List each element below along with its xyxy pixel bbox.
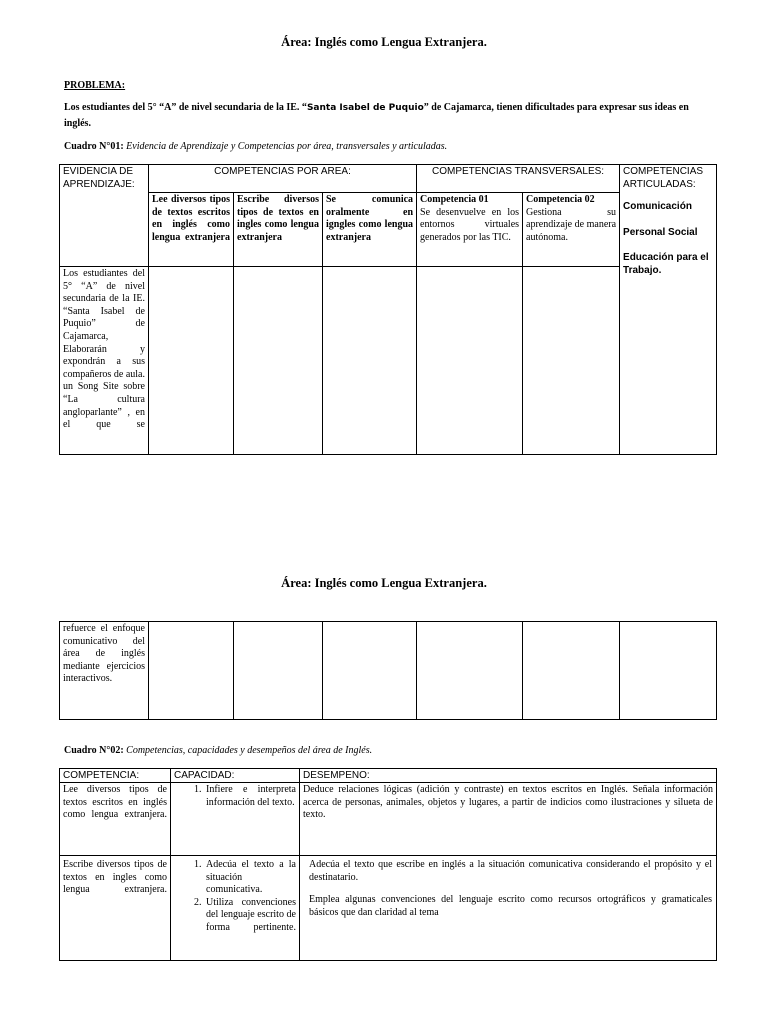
- table-evidencia-competencias: [59, 164, 717, 455]
- desempeno-escribe: [300, 856, 717, 961]
- empty-cell: [620, 622, 717, 720]
- desempeno-item: Adecúa el texto que escribe en inglés a la situación comunicativa considerando el propósito y el destinatario.: [309, 859, 712, 883]
- transversal-competencia-01: Competencia 01 Se desenvuelve en los entornos virtuales generados por las TIC.: [417, 193, 523, 267]
- page-title-2: Área: Inglés como Lengua Extranjera.: [281, 576, 487, 590]
- transversal-competencia-02: Competencia 02 Gestiona su aprendizaje de manera autónoma.: [523, 193, 620, 267]
- capacidad-lee: [171, 783, 300, 856]
- header-competencias-articuladas: COMPETENCIAS ARTICULADAS:: [623, 166, 704, 190]
- competencia-escribe: Escribe diversos tipos de textos en ingles como lengua extranjera.: [60, 856, 171, 961]
- empty-cell: [234, 622, 323, 720]
- evidencia-text: Los estudiantes del 5° “A” de nivel secundaria de la IE. “Santa Isabel de Puquio” de Cajamarca, Elaborarán y expondrán a sus compañeros de aula. un Song Site sobre “La cultura angloparlante” , en el que se: [60, 267, 149, 455]
- evidencia-continuation-text: refuerce el enfoque comunicativo del área de inglés mediante ejercicios interactivos.: [60, 622, 149, 720]
- competencia-lee: Lee diversos tipos de textos escritos en inglés como lengua extranjera.: [60, 783, 171, 856]
- empty-cell: [149, 622, 234, 720]
- desempeno-item: Emplea algunas convenciones del lenguaje escrito como recursos ortográficos y gramaticales básicos que dan claridad al tema: [309, 894, 712, 918]
- table-evidencia-continuation: [59, 621, 717, 720]
- table-competencias-capacidades: [59, 768, 717, 961]
- empty-cell: [323, 267, 417, 455]
- empty-cell: [417, 622, 523, 720]
- art-comunicacion: Comunicación: [623, 201, 692, 213]
- empty-cell: [523, 622, 620, 720]
- problema-text: Los estudiantes del 5° “A” de nivel secundaria de la IE. “Santa Isabel de Puquio” de Cajamarca, tienen dificultades para expresar sus ideas en inglés.: [64, 102, 689, 129]
- empty-cell: [417, 267, 523, 455]
- desempeno-lee: Deduce relaciones lógicas (adición y contraste) en textos escritos en Inglés. Señala información acerca de personas, animales, objetos y lugares, a partir de indicios como ilustraciones y silueta de texto.: [300, 783, 717, 856]
- capacidad-item: 1. Infiere e interpreta información del texto.: [204, 784, 296, 809]
- empty-cell: [323, 622, 417, 720]
- empty-cell: [523, 267, 620, 455]
- empty-cell: [234, 267, 323, 455]
- cuadro1-caption: Cuadro N°01: Evidencia de Aprendizaje y Competencias por área, transversales y articuladas.: [64, 141, 448, 152]
- cuadro2-caption: Cuadro N°02: Competencias, capacidades y desempeños del área de Inglés.: [64, 745, 373, 756]
- capacidad-escribe: [171, 856, 300, 961]
- header-evidencia: EVIDENCIA DE APRENDIZAJE:: [60, 165, 149, 267]
- empty-cell: [149, 267, 234, 455]
- capacidad-item: 2. Utiliza convenciones del lenguaje escrito de forma pertinente.: [204, 897, 296, 935]
- page-title: Área: Inglés como Lengua Extranjera.: [281, 35, 487, 49]
- area-competencia-oral: Se comunica oralmente en igngles como lengua extranjera: [323, 193, 417, 267]
- area-competencia-escribe: Escribe diversos tipos de textos en ingles como lengua extranjera: [234, 193, 323, 267]
- header-desempeno: DESEMPENO:: [300, 769, 717, 783]
- header-competencias-area: COMPETENCIAS POR AREA:: [149, 165, 417, 193]
- header-capacidad: CAPACIDAD:: [171, 769, 300, 783]
- header-competencias-transversales: COMPETENCIAS TRANSVERSALES:: [417, 165, 620, 193]
- art-educacion-trabajo: Educación para el Trabajo.: [623, 252, 709, 276]
- capacidad-item: 1. Adecúa el texto a la situación comunicativa.: [204, 859, 296, 897]
- area-competencia-lee: Lee diversos tipos de textos escritos en inglés como lengua extranjera: [149, 193, 234, 267]
- cell-competencias-articuladas: [620, 165, 717, 455]
- header-competencia: COMPETENCIA:: [60, 769, 171, 783]
- problema-heading: PROBLEMA:: [64, 80, 126, 91]
- art-personal-social: Personal Social: [623, 226, 698, 238]
